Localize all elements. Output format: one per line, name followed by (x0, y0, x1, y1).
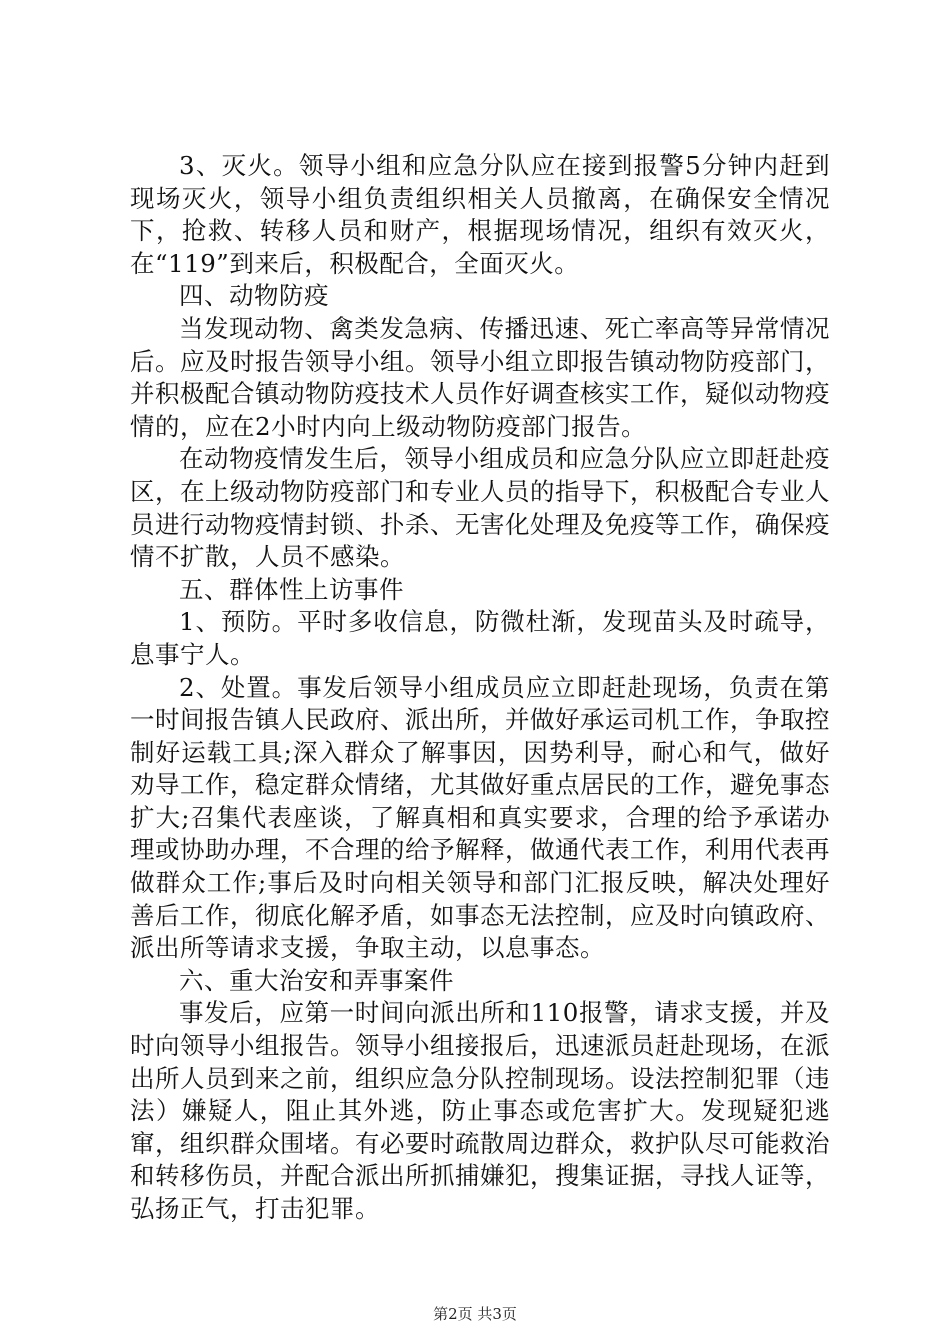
section-heading-animal-epidemic: 四、动物防疫 (179, 281, 329, 311)
paragraph-disposal: 2、处置。事发后领导小组成员应立即赶赴现场，负责在第一时间报告镇人民政府、派出所，并做好承运司机工作，争取控制好运载工具;深入群众了解事因，因势利导，耐心和气，做好劝导工作，稳定群众情绪，尤其做好重点居民的工作，避免事态扩大;召集代表座谈，了解真相和真实要求，合理的给予承诺办理或协助办理，不合理的给予解释，做通代表工作，利用代表再做群众工作;事后及时向相关领导和部门汇报反映，解决处理好善后工作，彻底化解矛盾，如事态无法控制，应及时向镇政府、派出所等请求支援，争取主动，以息事态。 (130, 672, 830, 963)
document-body (130, 150, 830, 1226)
paragraph-security-response: 事发后，应第一时间向派出所和110报警，请求支援，并及时向领导小组报告。领导小组接报后，迅速派员赶赴现场，在派出所人员到来之前，组织应急分队控制现场。设法控制犯罪（违法）嫌疑人，阻止其外逃，防止事态或危害扩大。发现疑犯逃窜，组织群众围堵。有必要时疏散周边群众，救护队尽可能救治和转移伤员，并配合派出所抓捕嫌犯，搜集证据，寻找人证等，弘扬正气，打击犯罪。 (130, 998, 830, 1223)
section-heading-public-security: 六、重大治安和弄事案件 (179, 965, 454, 995)
section-heading-group-petition: 五、群体性上访事件 (179, 574, 404, 604)
page-number-footer: 第2页 共3页 (433, 1305, 517, 1323)
paragraph-epidemic-response: 在动物疫情发生后，领导小组成员和应急分队应立即赶赴疫区，在上级动物防疫部门和专业人员的指导下，积极配合专业人员进行动物疫情封锁、扑杀、无害化处理及免疫等工作，确保疫情不扩散，人员不感染。 (130, 444, 830, 572)
paragraph-prevention: 1、预防。平时多收信息，防微杜渐，发现苗头及时疏导，息事宁人。 (130, 607, 830, 669)
paragraph-epidemic-report: 当发现动物、禽类发急病、传播迅速、死亡率高等异常情况后。应及时报告领导小组。领导小组立即报告镇动物防疫部门，并积极配合镇动物防疫技术人员作好调查核实工作，疑似动物疫情的，应在2小时内向上级动物防疫部门报告。 (130, 313, 830, 441)
paragraph-fire-fighting: 3、灭火。领导小组和应急分队应在接到报警5分钟内赶到现场灭火，领导小组负责组织相关人员撤离，在确保安全情况下，抢救、转移人员和财产，根据现场情况，组织有效灭火，在“119”到来后，积极配合，全面灭火。 (130, 151, 830, 278)
